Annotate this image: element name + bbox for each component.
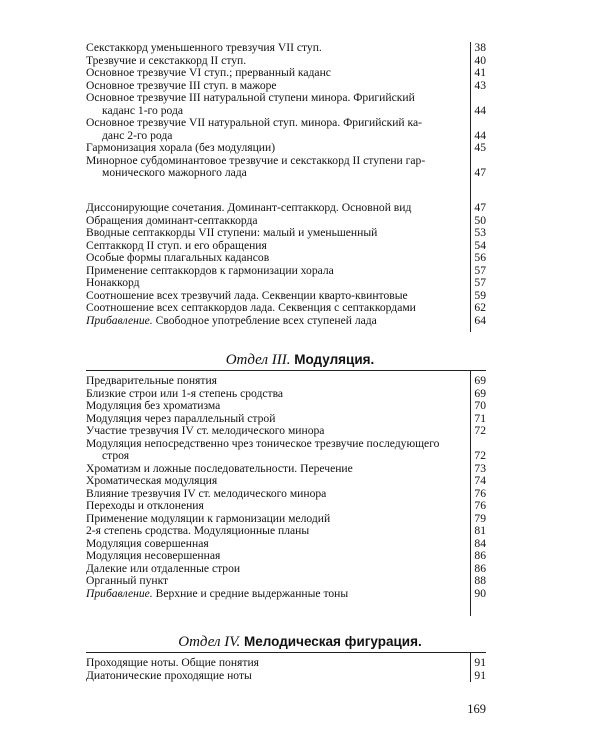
toc-entry-title: Трезвучие и секстаккорд II ступ.	[86, 53, 247, 67]
toc-entry-page: 64	[474, 313, 486, 327]
toc-entry	[86, 117, 486, 142]
toc-entry	[86, 550, 486, 563]
toc-entry-page: 86	[474, 561, 486, 575]
toc-entry-title: Секстаккорд уменьшенного тревзучия VII ступ.	[86, 41, 322, 54]
toc-entry-page: 43	[474, 78, 486, 92]
toc-entry-prefix: Прибавление.	[86, 313, 153, 327]
toc-entry-title	[86, 315, 486, 328]
toc-entry	[86, 67, 486, 80]
toc-entry-title	[86, 588, 486, 601]
toc-entry	[86, 438, 486, 463]
section-4-heading	[0, 634, 600, 651]
toc-entry-page: 47	[474, 166, 486, 179]
toc-entry-title: Основное трезвучие III натуральной ступени минора. Фригийский	[86, 91, 415, 104]
page-column-rule-top	[470, 42, 471, 332]
toc-entry-page: 76	[474, 486, 486, 500]
toc-entry-title: Переходы и отклонения	[86, 499, 204, 512]
toc-entry	[86, 227, 486, 240]
toc-entry	[86, 500, 486, 513]
toc-section-3	[86, 375, 486, 600]
toc-entry-page: 74	[474, 474, 486, 487]
toc-part-1	[86, 42, 486, 180]
toc-entry-title: Проходящие ноты. Общие понятия	[86, 656, 259, 669]
section-3-title: Модуляция.	[294, 352, 375, 367]
toc-entry-title: Модуляция непосредственно чрез тоническое трезвучие последующего	[86, 436, 440, 450]
toc-entry	[86, 475, 486, 488]
toc-part-2	[86, 202, 486, 327]
toc-entry-page: 54	[474, 238, 486, 252]
toc-entry-page: 40	[474, 53, 486, 67]
toc-entry-page: 79	[474, 511, 486, 525]
section-4-number: Отдел IV.	[178, 634, 241, 650]
toc-entry-text: Свободное употребление всех ступеней лада	[152, 313, 377, 327]
toc-entry-title: Далекие или отдаленные строи	[86, 561, 241, 575]
section-3-top-rule	[86, 370, 486, 371]
toc-entry-title: Модуляция совершенная	[86, 536, 209, 550]
toc-entry-page: 76	[474, 499, 486, 512]
toc-entry-page: 70	[474, 399, 486, 412]
toc-entry-page: 69	[474, 386, 486, 400]
toc-entry-title: Предварительные понятия	[86, 374, 217, 387]
toc-entry-page: 69	[474, 374, 486, 387]
toc-entry-title: Минорное субдоминантовое трезвучие и секстаккорд II ступени гар-	[86, 153, 426, 167]
toc-entry-text: Верхние и средние выдержанные тоны	[152, 586, 349, 600]
toc-entry-page: 71	[474, 411, 486, 425]
toc-entry-title: Органный пункт	[86, 574, 169, 587]
toc-entry-prefix: Прибавление.	[86, 586, 153, 600]
toc-entry-page: 73	[474, 461, 486, 475]
section-3-heading	[0, 352, 600, 369]
toc-entry	[86, 42, 486, 55]
toc-entry-page: 59	[474, 288, 486, 302]
toc-entry-title: Нонаккорд	[86, 276, 140, 289]
toc-entry-title: строя	[102, 449, 130, 462]
toc-entry-page: 38	[474, 41, 486, 54]
toc-entry-title: Влияние трезвучия IV ст. мелодического минора	[86, 486, 327, 500]
toc-entry	[86, 315, 486, 328]
toc-entry-title: Диатонические проходящие ноты	[86, 668, 252, 682]
toc-entry	[86, 142, 486, 155]
toc-entry-title: Модуляция несовершенная	[86, 549, 221, 562]
toc-entry-title: Особые формы плагальных кадансов	[86, 251, 270, 264]
toc-section-4	[86, 657, 486, 682]
toc-entry	[86, 670, 486, 683]
toc-entry-title: Применение модуляции к гармонизации мелодий	[86, 511, 331, 525]
toc-entry-title: Близкие строи или 1-я степень сродства	[86, 386, 284, 400]
toc-entry-page: 88	[474, 574, 486, 587]
toc-entry-title: Вводные септаккорды VII ступени: малый и уменьшенный	[86, 226, 378, 239]
toc-entry-title: Основное трезвучие III ступ. в мажоре	[86, 78, 277, 92]
toc-entry-title: Диссонирующие сочетания. Доминант-септаккорд. Основной вид	[86, 201, 412, 214]
section-4-title: Мелодическая фигурация.	[244, 634, 422, 649]
toc-entry	[86, 265, 486, 278]
section-4-column-rule	[470, 652, 471, 682]
page-number: 169	[467, 702, 486, 716]
toc-entry-page: 53	[474, 226, 486, 239]
toc-entry-page: 57	[474, 263, 486, 277]
toc-entry-page: 56	[474, 251, 486, 264]
toc-entry-title: данс 2-го рода	[102, 128, 173, 142]
toc-entry-title: Модуляция через параллельный строй	[86, 411, 276, 425]
toc-entry-title: 2-я степень сродства. Модуляционные планы	[86, 524, 310, 537]
toc-entry	[86, 252, 486, 265]
toc-entry-page: 91	[474, 668, 486, 682]
toc-entry	[86, 92, 486, 117]
toc-entry-page: 81	[474, 524, 486, 537]
toc-entry-page: 86	[474, 549, 486, 562]
toc-entry-page: 62	[474, 301, 486, 314]
toc-entry-page: 91	[474, 656, 486, 669]
toc-entry-title: Гармонизация хорала (без модуляции)	[86, 141, 276, 154]
section-4-top-rule	[86, 652, 486, 653]
toc-entry-page: 72	[474, 449, 486, 462]
toc-entry-title: Соотношение всех септаккордов лада. Секвенция с септаккордами	[86, 301, 416, 314]
toc-entry-title: Обращения доминант-септаккорда	[86, 213, 258, 227]
toc-entry-title: Соотношение всех трезвучий лада. Секвенции кварто-квинтовые	[86, 288, 408, 302]
toc-entry-page: 44	[474, 103, 486, 117]
toc-entry-page: 57	[474, 276, 486, 289]
toc-entry-title: монического мажорного лада	[102, 166, 247, 179]
toc-entry	[86, 277, 486, 290]
toc-entry	[86, 400, 486, 413]
toc-entry-page: 41	[474, 66, 486, 79]
toc-entry	[86, 155, 486, 180]
toc-entry-page: 72	[474, 424, 486, 437]
toc-entry-title: Основное трезвучие VII натуральной ступ. минора. Фригийский ка-	[86, 116, 422, 129]
section-3-column-rule	[470, 370, 471, 616]
toc-entry-title: каданс 1-го рода	[102, 103, 184, 117]
section-3-number: Отдел III.	[225, 352, 291, 368]
toc-entry-page: 45	[474, 141, 486, 154]
toc-entry-page: 50	[474, 213, 486, 227]
toc-entry	[86, 588, 486, 601]
toc-entry	[86, 525, 486, 538]
toc-entry	[86, 425, 486, 438]
toc-entry	[86, 375, 486, 388]
toc-entry-title: Хроматизм и ложные последовательности. Перечение	[86, 461, 353, 475]
toc-entry-title: Хроматическая модуляция	[86, 474, 218, 487]
toc-entry-page: 84	[474, 536, 486, 550]
toc-entry-title: Основное трезвучие VI ступ.; прерванный каданс	[86, 66, 331, 79]
toc-entry-title: Модуляция без хроматизма	[86, 399, 221, 412]
toc-entry-page: 44	[474, 128, 486, 142]
toc-entry	[86, 202, 486, 215]
toc-entry-page: 90	[474, 586, 486, 600]
toc-entry-title: Септаккорд II ступ. и его обращения	[86, 238, 267, 252]
toc-entry	[86, 657, 486, 670]
toc-entry-page: 47	[474, 201, 486, 214]
toc-entry-title: Применение септаккордов к гармонизации хорала	[86, 263, 334, 277]
toc-entry-title: Участие трезвучия IV ст. мелодического минора	[86, 424, 325, 437]
